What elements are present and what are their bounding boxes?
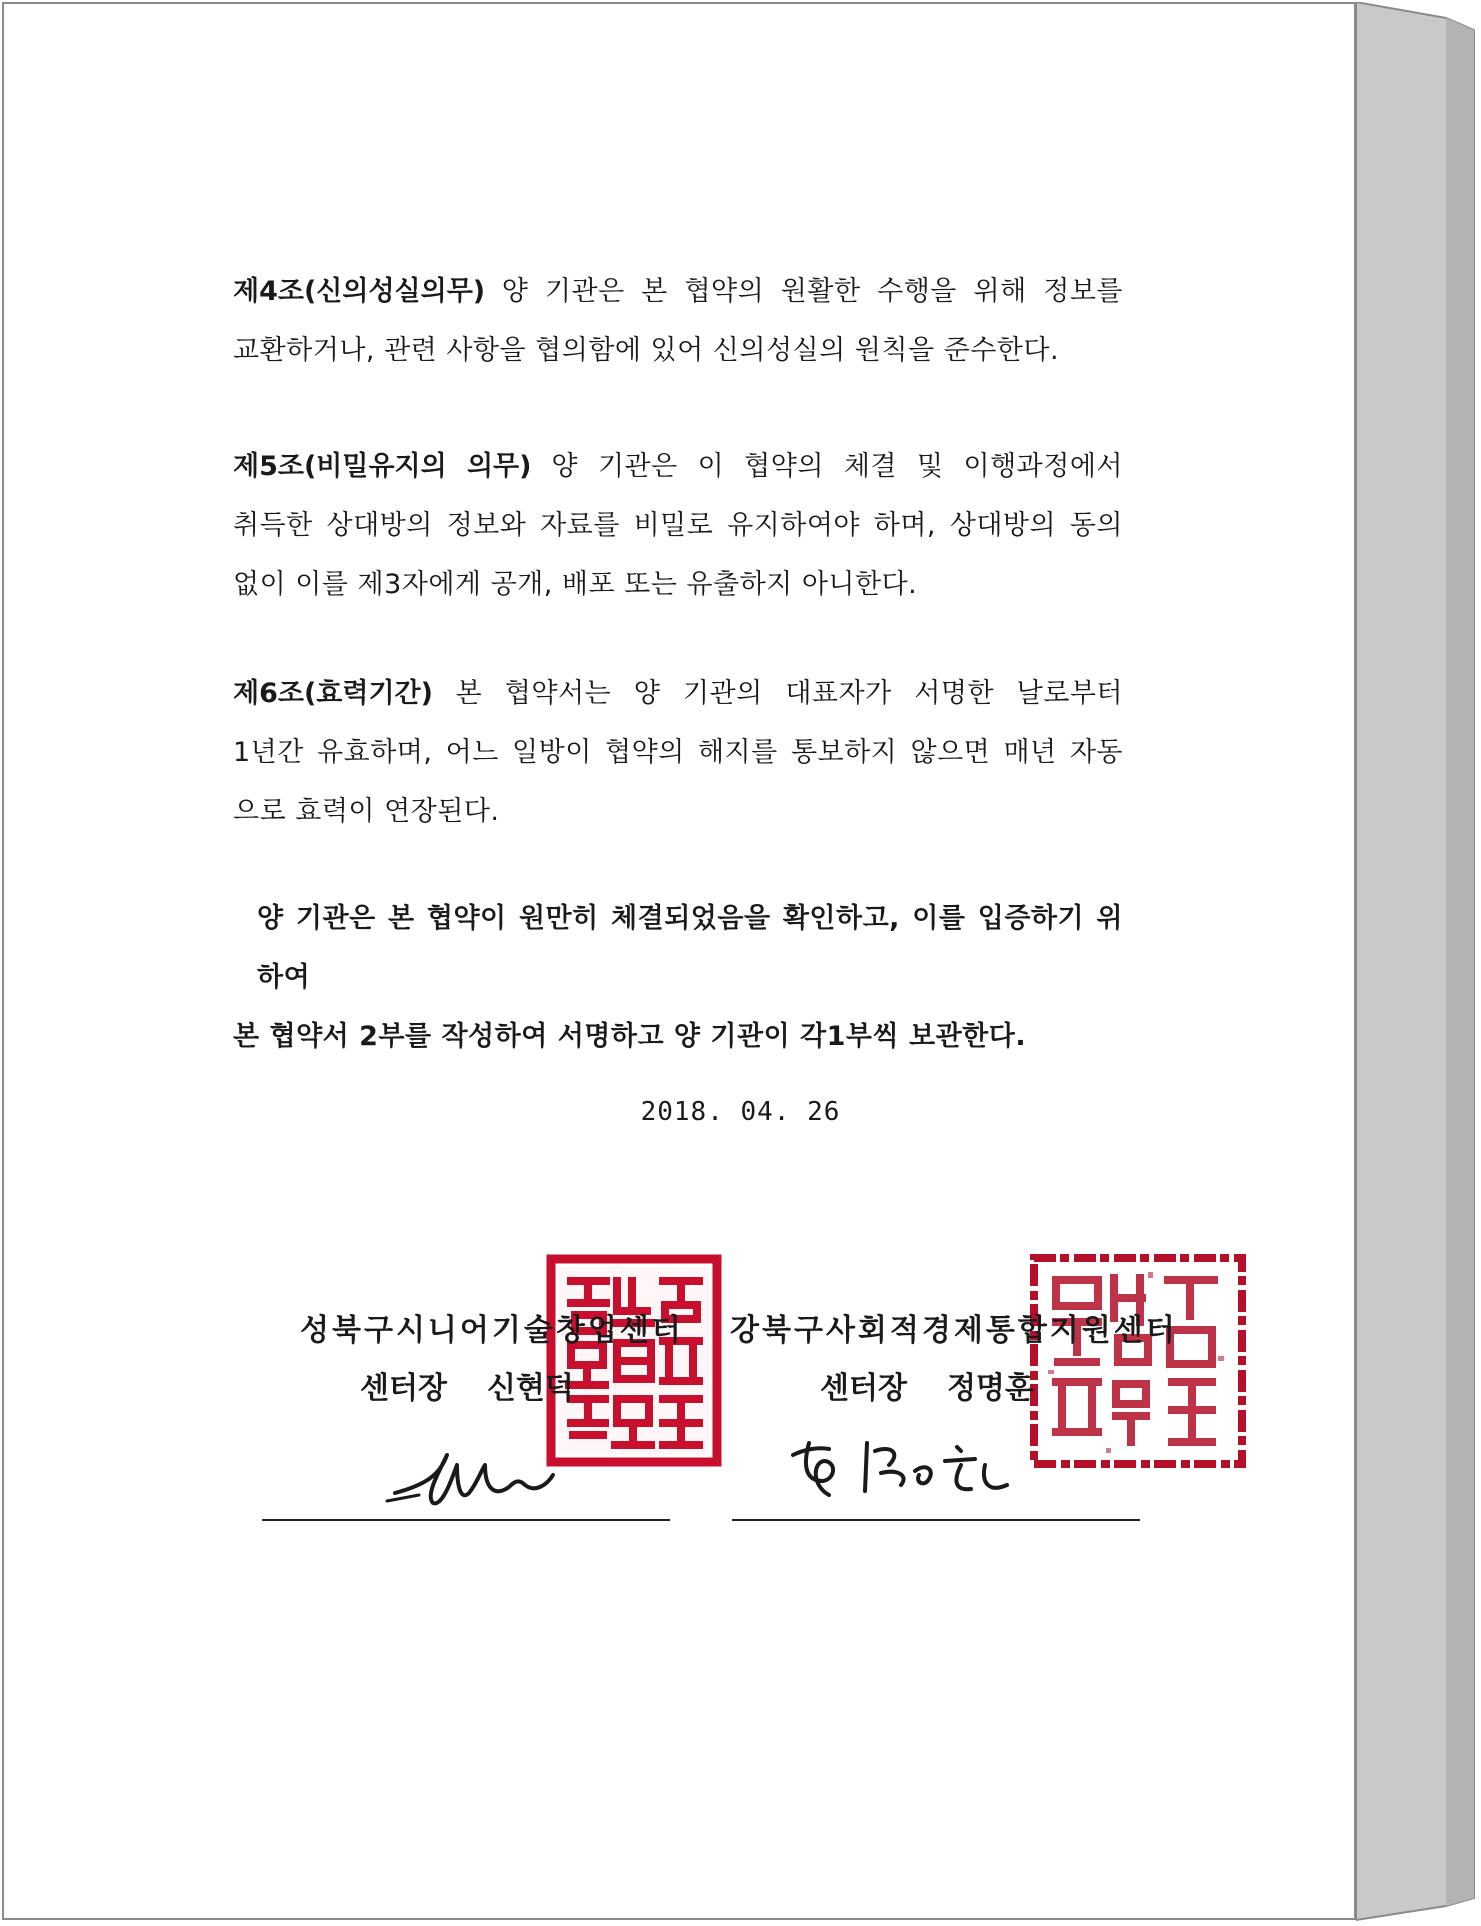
signatory-2-org: 강북구사회적경제통합지원센터 (730, 1313, 1178, 1348)
article-5-line-1: 양 기관은 이 협약의 체결 및 이행과정에서 (531, 451, 1123, 482)
signatory-1-title (360, 1363, 574, 1407)
signatory-1-org: 성북구시니어기술창업센터 (300, 1313, 684, 1348)
signatory-2-role: 센터장 (820, 1371, 907, 1406)
closing-line-2: 본 협약서 2부를 작성하여 서명하고 양 기관이 각1부씩 보관한다. (233, 1021, 1027, 1052)
article-4 (233, 262, 1123, 380)
article-5 (233, 437, 1123, 614)
signatory-1-role: 센터장 (360, 1371, 447, 1406)
page-stack-edge (1356, 2, 1481, 1924)
agreement-date: 2018. 04. 26 (640, 1097, 841, 1127)
closing-line-1: 양 기관은 본 협약이 원만히 체결되었음을 확인하고, 이를 입증하기 위하여 (257, 903, 1123, 993)
signature-1 (385, 1435, 565, 1515)
signatory-2-title (820, 1363, 1034, 1407)
signature-line-2 (732, 1519, 1140, 1521)
signature-2 (785, 1425, 1025, 1515)
signatory-2-name: 정명훈 (946, 1371, 1034, 1406)
article-5-heading: 제5조(비밀유지의 의무) (233, 451, 532, 482)
closing-statement (233, 889, 1123, 1066)
article-5-line-2: 취득한 상대방의 정보와 자료를 비밀로 유지하여야 하며, 상대방의 동의 (233, 510, 1123, 541)
article-4-line-2: 교환하거나, 관련 사항을 협의함에 있어 신의성실의 원칙을 준수한다. (233, 335, 1060, 366)
signature-line-1 (262, 1519, 670, 1521)
seal-stamp-1 (545, 1253, 723, 1468)
article-5-line-3: 없이 이를 제3자에게 공개, 배포 또는 유출하지 아니한다. (233, 569, 918, 600)
article-6 (233, 664, 1123, 841)
article-6-heading: 제6조(효력기간) (233, 678, 433, 709)
article-4-heading: 제4조(신의성실의무) (233, 276, 486, 307)
article-6-line-2: 1년간 유효하며, 어느 일방이 협약의 해지를 통보하지 않으면 매년 자동 (233, 737, 1123, 768)
article-6-line-3: 으로 효력이 연장된다. (233, 796, 500, 827)
signatory-1-name: 신현덕 (486, 1371, 574, 1406)
article-4-line-1: 양 기관은 본 협약의 원활한 수행을 위해 정보를 (485, 276, 1123, 307)
article-6-line-1: 본 협약서는 양 기관의 대표자가 서명한 날로부터 (432, 678, 1123, 709)
seal-stamp-2 (1028, 1252, 1248, 1470)
